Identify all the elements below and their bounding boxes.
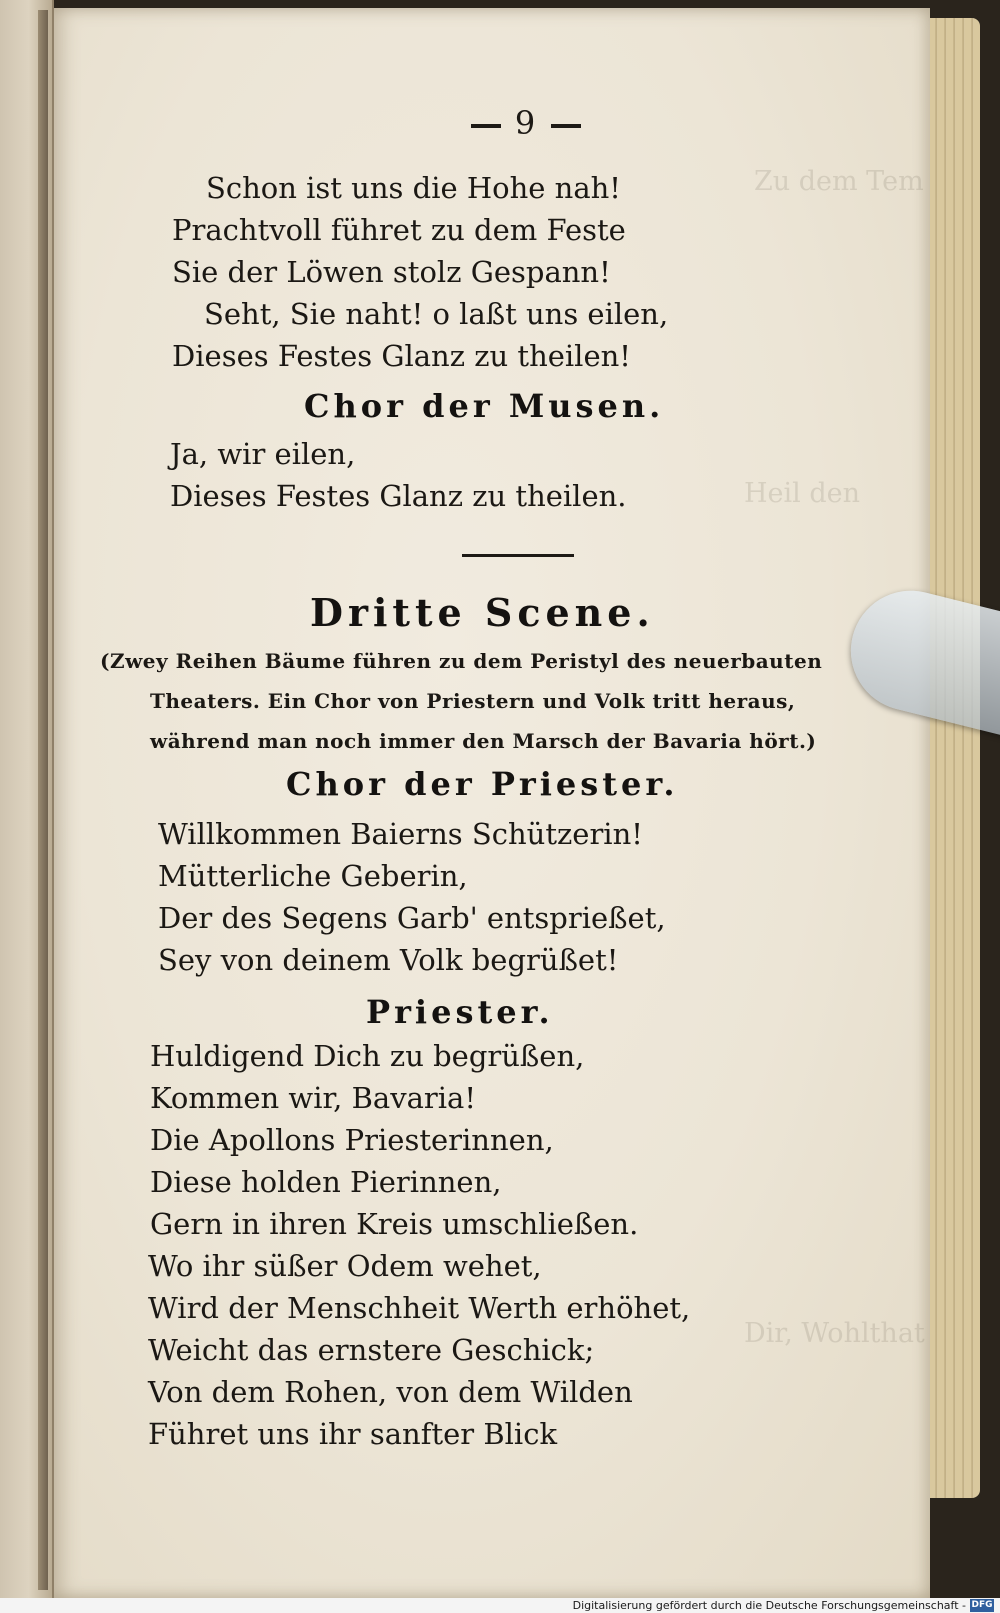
bleed-through-text: Dir, Wohlthat — [744, 1318, 925, 1349]
verse-line: Wird der Menschheit Werth erhöhet, — [148, 1291, 691, 1325]
footer-credit: Digitalisierung gefördert durch die Deutsche Forschungsgemeinschaft - — [572, 1599, 966, 1612]
speaker-heading: Priester. — [366, 993, 554, 1031]
verse-line: Kommen wir, Bavaria! — [150, 1081, 476, 1115]
book-gutter — [38, 10, 48, 1590]
verse-line: Führet uns ihr sanfter Blick — [148, 1417, 558, 1451]
stage-direction-line: (Zwey Reihen Bäume führen zu dem Peristyl des neuerbauten — [100, 649, 823, 673]
verse-line: Der des Segens Garb' entsprießet, — [158, 901, 666, 935]
digitization-footer — [0, 1598, 1000, 1613]
stage-direction-line: während man noch immer den Marsch der Bavaria hört.) — [150, 729, 817, 753]
verse-line: Mütterliche Geberin, — [158, 859, 468, 893]
speaker-heading: Chor der Musen. — [304, 387, 665, 425]
dfg-logo: DFG — [971, 1600, 993, 1610]
verse-line: Weicht das ernstere Geschick; — [148, 1333, 595, 1367]
bleed-through-text: Zu dem Tem — [754, 166, 924, 197]
verse-line: Sey von deinem Volk begrüßet! — [158, 943, 619, 977]
scene-title: Dritte Scene. — [310, 590, 655, 635]
verse-line: Huldigend Dich zu begrüßen, — [150, 1039, 585, 1073]
verse-line: Schon ist uns die Hohe nah! — [206, 171, 621, 205]
section-divider — [462, 554, 574, 557]
verse-line: Wo ihr süßer Odem wehet, — [148, 1249, 542, 1283]
verse-line: Ja, wir eilen, — [170, 437, 356, 471]
stage-direction-line: Theaters. Ein Chor von Priestern und Volk tritt heraus, — [150, 689, 796, 713]
facing-page-edge — [0, 0, 54, 1600]
verse-line: Von dem Rohen, von dem Wilden — [148, 1375, 633, 1409]
verse-line: Die Apollons Priesterinnen, — [150, 1123, 554, 1157]
verse-line: Diese holden Pierinnen, — [150, 1165, 502, 1199]
verse-line: Dieses Festes Glanz zu theilen. — [170, 479, 627, 513]
verse-line: Dieses Festes Glanz zu theilen! — [172, 339, 631, 373]
verse-line: Seht, Sie naht! o laßt uns eilen, — [204, 297, 669, 331]
verse-line: Prachtvoll führet zu dem Feste — [172, 213, 626, 247]
verse-line: Willkommen Baierns Schützerin! — [158, 817, 643, 851]
speaker-heading: Chor der Priester. — [286, 765, 679, 803]
page-number: 9 — [446, 104, 606, 142]
verse-line: Sie der Löwen stolz Gespann! — [172, 255, 611, 289]
bleed-through-text: Heil den — [744, 478, 861, 509]
book-page — [54, 8, 930, 1598]
verse-line: Gern in ihren Kreis umschließen. — [150, 1207, 639, 1241]
